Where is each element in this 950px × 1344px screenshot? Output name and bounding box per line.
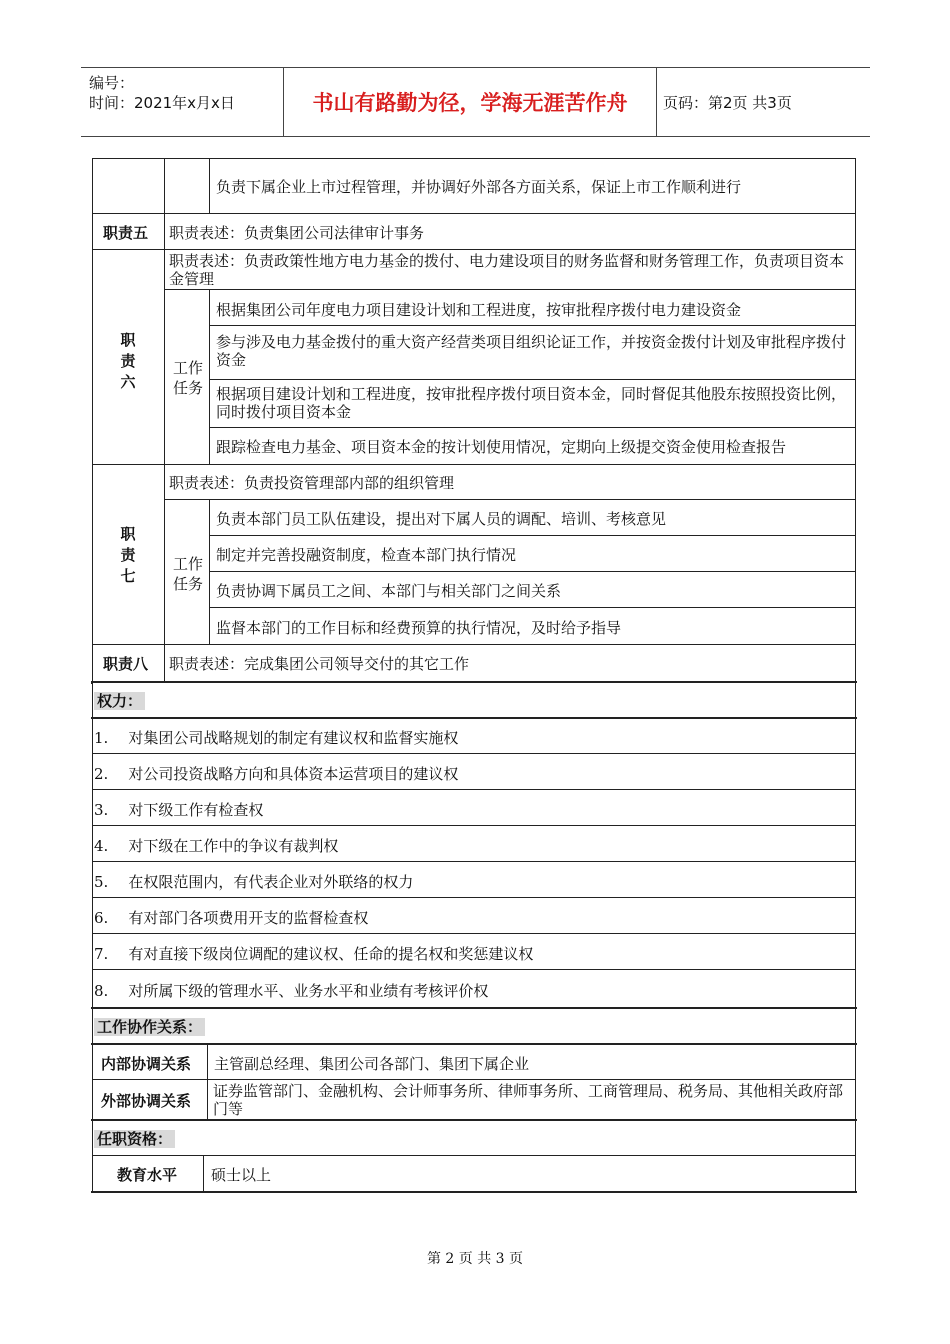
duty-5-description: 职责表述：负责集团公司法律审计事务: [169, 224, 425, 242]
duty-6-description: 职责表述：负责政策性地方电力基金的拨付、电力建设项目的财务监督和财务管理工作，负责项目资本金管理: [169, 252, 845, 288]
power-item: 1. 对集团公司战略规划的制定有建议权和监督实施权: [94, 729, 459, 747]
duty-8-description: 职责表述：完成集团公司领导交付的其它工作: [169, 655, 470, 673]
duty-7-task-1: 负责本部门员工队伍建设，提出对下属人员的调配、培训、考核意见: [216, 510, 667, 528]
qualification-title: 任职资格：: [94, 1130, 175, 1148]
document-number-label: 编号：: [89, 74, 135, 92]
header-motto: 书山有路勤为径，学海无涯苦作舟: [283, 68, 657, 136]
education-label: 教育水平: [117, 1166, 178, 1184]
education-text: 硕士以上: [211, 1166, 272, 1184]
power-item: 5. 在权限范围内，有代表企业对外联络的权力: [94, 873, 414, 891]
internal-coordination-text: 主管副总经理、集团公司各部门、集团下属企业: [214, 1055, 530, 1073]
duty-6-task-4: 跟踪检查电力基金、项目资本金的按计划使用情况，定期向上级提交资金使用检查报告: [216, 438, 787, 456]
document-date: 时间：2021年x月x日: [89, 94, 235, 112]
powers-title: 权力：: [94, 692, 145, 710]
power-item: 4. 对下级在工作中的争议有裁判权: [94, 837, 339, 855]
header-page-info: 页码：第2页 共3页: [663, 93, 792, 112]
duty-8-label: 职责八: [103, 655, 149, 673]
power-item: 2. 对公司投资战略方向和具体资本运营项目的建议权: [94, 765, 459, 783]
duty-7-label: 职 责 七: [120, 525, 136, 585]
duty-7-tasks-label: 工作 任务: [172, 555, 203, 593]
cooperation-title: 工作协作关系：: [94, 1018, 205, 1036]
duty-7-description: 职责表述：负责投资管理部内部的组织管理: [169, 474, 455, 492]
duty-6-task-1: 根据集团公司年度电力项目建设计划和工程进度，按审批程序拨付电力建设资金: [216, 301, 742, 319]
internal-coordination-label: 内部协调关系: [101, 1055, 192, 1073]
duty-7-task-3: 负责协调下属员工之间、本部门与相关部门之间关系: [216, 582, 562, 600]
external-coordination-label: 外部协调关系: [101, 1092, 192, 1110]
task-listing-supervision: 负责下属企业上市过程管理，并协调好外部各方面关系，保证上市工作顺利进行: [216, 178, 742, 196]
power-item: 3. 对下级工作有检查权: [94, 801, 264, 819]
page-footer: 第 2 页 共 3 页: [426, 1251, 524, 1267]
duty-6-task-3: 根据项目建设计划和工程进度，按审批程序拨付项目资本金，同时督促其他股东按照投资比例，同时拨付项目资本金: [216, 385, 847, 421]
duty-6-label: 职 责 六: [120, 331, 136, 391]
duty-7-task-2: 制定并完善投融资制度，检查本部门执行情况: [216, 546, 517, 564]
duty-6-tasks-label: 工作 任务: [172, 359, 203, 397]
duty-6-task-2: 参与涉及电力基金拨付的重大资产经营类项目组织论证工作，并按资金拨付计划及审批程序拨付资金: [216, 333, 847, 369]
external-coordination-text: 证券监管部门、金融机构、会计师事务所、律师事务所、工商管理局、税务局、其他相关政府部门等: [213, 1082, 844, 1118]
duty-5-label: 职责五: [103, 224, 149, 242]
power-item: 8. 对所属下级的管理水平、业务水平和业绩有考核评价权: [94, 982, 489, 1000]
duty-7-task-4: 监督本部门的工作目标和经费预算的执行情况，及时给予指导: [216, 619, 622, 637]
power-item: 6. 有对部门各项费用开支的监督检查权: [94, 909, 369, 927]
power-item: 7. 有对直接下级岗位调配的建议权、任命的提名权和奖惩建议权: [94, 945, 534, 963]
